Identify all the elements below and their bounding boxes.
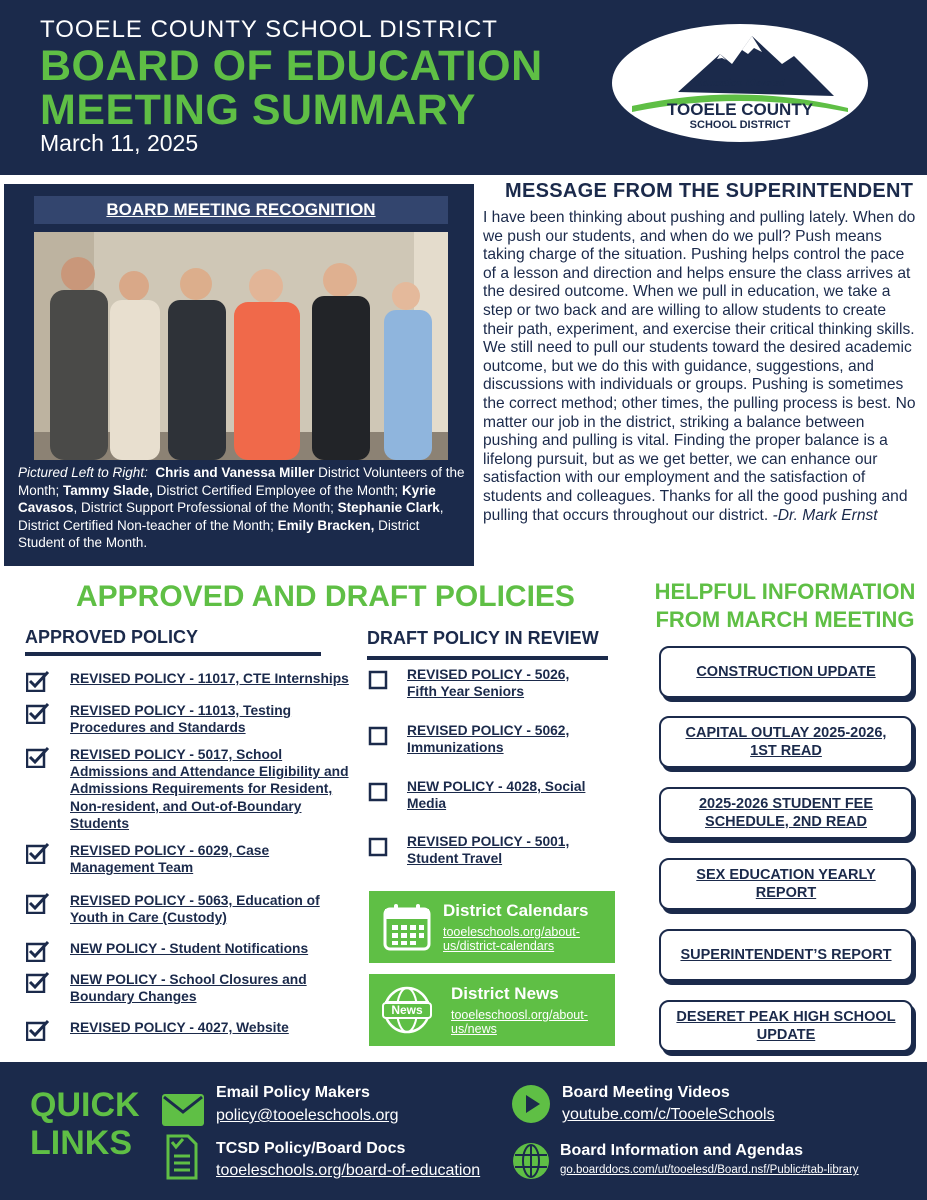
play-video-icon [511, 1084, 551, 1124]
quick-links-footer [0, 1062, 927, 1200]
approved-policy-link[interactable]: REVISED POLICY - 11013, Testing Procedures and Standards [70, 703, 292, 736]
approved-policy-link[interactable]: REVISED POLICY - 5063, Education of Youth in Care (Custody) [70, 893, 320, 926]
group-photo-illustration [34, 232, 448, 460]
caption-intro: Pictured Left to Right: [18, 465, 148, 480]
page-title [40, 44, 543, 132]
unchecked-box-icon [368, 726, 392, 748]
approved-policy-link[interactable]: NEW POLICY - Student Notifications [70, 941, 309, 956]
docs-title: TCSD Policy/Board Docs [216, 1140, 406, 1157]
helpful-info-button[interactable]: CONSTRUCTION UPDATE [659, 646, 913, 698]
logo-name: TOOELE COUNTY [666, 100, 814, 119]
news-link[interactable]: tooeleschoosl.org/about-us/news [451, 1008, 588, 1036]
helpful-info-button[interactable]: SEX EDUCATION YEARLY REPORT [659, 858, 913, 910]
checked-box-icon [26, 1019, 50, 1041]
email-icon [162, 1094, 204, 1126]
checked-box-icon [26, 702, 50, 724]
helpful-info-button[interactable]: CAPITAL OUTLAY 2025-2026, 1ST READ [659, 716, 913, 768]
recognition-photo [34, 232, 448, 460]
links-word: LINKS [30, 1124, 132, 1162]
approved-policy-link[interactable]: REVISED POLICY - 11017, CTE Internships [70, 671, 349, 686]
approved-divider [25, 652, 321, 656]
message-signature: -Dr. Mark Ernst [772, 506, 878, 524]
news-title: District News [451, 984, 559, 1003]
logo-tagline: Education Elevated [695, 77, 785, 89]
recognition-caption [18, 464, 468, 552]
person-name: Stephanie Clark [337, 500, 440, 515]
person-name: Tammy Slade, [63, 482, 153, 498]
approved-policy-item[interactable] [26, 971, 356, 1005]
calendars-title: District Calendars [443, 901, 589, 920]
checked-box-icon [26, 892, 50, 914]
helpful-info-button[interactable]: DESERET PEAK HIGH SCHOOL UPDATE [659, 1000, 913, 1052]
agendas-link[interactable]: go.boarddocs.com/ut/tooelesd/Board.nsf/Public#tab-library [560, 1164, 859, 1176]
title-line-2: MEETING SUMMARY [40, 86, 476, 134]
meeting-date: March 11, 2025 [40, 130, 199, 156]
approved-policy-title: APPROVED POLICY [25, 627, 199, 647]
title-line-1: BOARD OF EDUCATION [40, 42, 543, 90]
header [0, 0, 927, 175]
email-title: Email Policy Makers [216, 1084, 370, 1101]
document-icon [164, 1134, 198, 1180]
helpful-info-title: HELPFUL INFORMATION FROM MARCH MEETING [654, 579, 916, 632]
district-name: TOOELE COUNTY SCHOOL DISTRICT [40, 16, 498, 43]
news-badge-label: News [391, 1003, 423, 1017]
unchecked-box-icon [368, 670, 392, 692]
person-role: District Student of the Month. [18, 517, 420, 550]
person-role: District Certified Employee of the Month; [152, 482, 402, 498]
district-news-box[interactable] [369, 974, 615, 1046]
person-role: , District Support Professional of the Month; [73, 500, 338, 515]
draft-policy-link[interactable]: NEW POLICY - 4028, Social Media [407, 779, 586, 812]
unchecked-box-icon [368, 837, 392, 859]
agendas-title: Board Information and Agendas [560, 1142, 803, 1159]
recognition-panel [4, 184, 474, 566]
approved-policy-link[interactable]: NEW POLICY - School Closures and Boundary Changes [70, 972, 307, 1005]
person-name: Emily Bracken, [277, 517, 375, 533]
approved-policy-item[interactable] [26, 702, 356, 736]
email-link[interactable]: policy@tooeleschools.org [216, 1107, 399, 1124]
draft-divider [367, 656, 608, 660]
globe-icon [512, 1142, 550, 1180]
message-body: I have been thinking about pushing and pulling lately. When do we push our students, and when do we pull? Push means taking charge of the situation. Pushing helps control the pace of a lesson and direction and helps ensure the class arrives at the desired outcome. When we pull in education, we take a step or two back and are willing to allow students to create their path, experiment, and exercise their critical thinking skills. We still need to pull our students toward the desired academic outcome, but we do this with guidance, suggestions, and discussions with individuals or groups. Pushing is sometimes the correct method; other times, the pulling process is best. No matter our job in the district, striking a balance between pushing and pulling is vital. Finding the proper balance is a lifelong pursuit, but as we get better, we can enhance our satisfaction with our employment and the satisfaction of students and colleagues. Thanks for all the good pushing and pulling that occurs throughout our district. [483, 209, 916, 524]
approved-policy-link[interactable]: REVISED POLICY - 5017, School Admissions and Attendance Eligibility and Admissions Requirements for Resident, Non-resident, and Out-of-Boundary Students [70, 747, 349, 831]
draft-policy-link[interactable]: REVISED POLICY - 5062, Immunizations [407, 723, 570, 756]
district-calendars-box[interactable] [369, 891, 615, 963]
person-role: District Volunteers of the Month; [18, 465, 465, 498]
helpful-info-button[interactable]: SUPERINTENDENT’S REPORT [659, 929, 913, 981]
person-role: , District Certified Non-teacher of the Month; [18, 500, 444, 533]
draft-policy-title: DRAFT POLICY IN REVIEW [367, 628, 599, 648]
person-name: Kyrie Cavasos [18, 482, 436, 515]
recognition-title: BOARD MEETING RECOGNITION [34, 196, 448, 224]
approved-policy-item[interactable] [26, 892, 356, 926]
quick-links-label [30, 1086, 140, 1162]
unchecked-box-icon [368, 782, 392, 804]
checked-box-icon [26, 842, 50, 864]
videos-title: Board Meeting Videos [562, 1084, 730, 1101]
docs-link[interactable]: tooeleschools.org/board-of-education [216, 1162, 481, 1179]
approved-policy-item[interactable] [26, 842, 356, 876]
draft-policy-item[interactable] [368, 666, 598, 700]
approved-policy-item[interactable] [26, 670, 356, 692]
calendar-icon [381, 901, 433, 953]
approved-policy-link[interactable]: REVISED POLICY - 6029, Case Management Team [70, 843, 270, 876]
videos-link[interactable]: youtube.com/c/TooeleSchools [562, 1106, 775, 1123]
draft-policy-item[interactable] [368, 778, 598, 812]
draft-policy-item[interactable] [368, 833, 598, 867]
district-logo [612, 24, 868, 142]
draft-policy-link[interactable]: REVISED POLICY - 5001, Student Travel [407, 834, 570, 867]
person-name: Chris and Vanessa Miller [155, 465, 315, 480]
checked-box-icon [26, 971, 50, 993]
calendars-link[interactable]: tooeleschools.org/about-us/district-calendars [443, 925, 580, 953]
quick-word: QUICK [30, 1086, 140, 1124]
approved-policy-item[interactable] [26, 1019, 356, 1041]
checked-box-icon [26, 670, 50, 692]
helpful-info-button[interactable]: 2025-2026 STUDENT FEE SCHEDULE, 2ND READ [659, 787, 913, 839]
approved-policy-item[interactable] [26, 940, 356, 962]
approved-policy-link[interactable]: REVISED POLICY - 4027, Website [70, 1020, 289, 1035]
draft-policy-link[interactable]: REVISED POLICY - 5026, Fifth Year Seniors [407, 667, 570, 700]
checked-box-icon [26, 940, 50, 962]
logo-subtitle: SCHOOL DISTRICT [689, 119, 791, 131]
checked-box-icon [26, 746, 50, 768]
superintendent-message [483, 209, 919, 525]
draft-policy-item[interactable] [368, 722, 598, 756]
superintendent-title: MESSAGE FROM THE SUPERINTENDENT [505, 180, 914, 202]
approved-policy-item[interactable] [26, 746, 356, 832]
policies-title: APPROVED AND DRAFT POLICIES [76, 580, 575, 613]
